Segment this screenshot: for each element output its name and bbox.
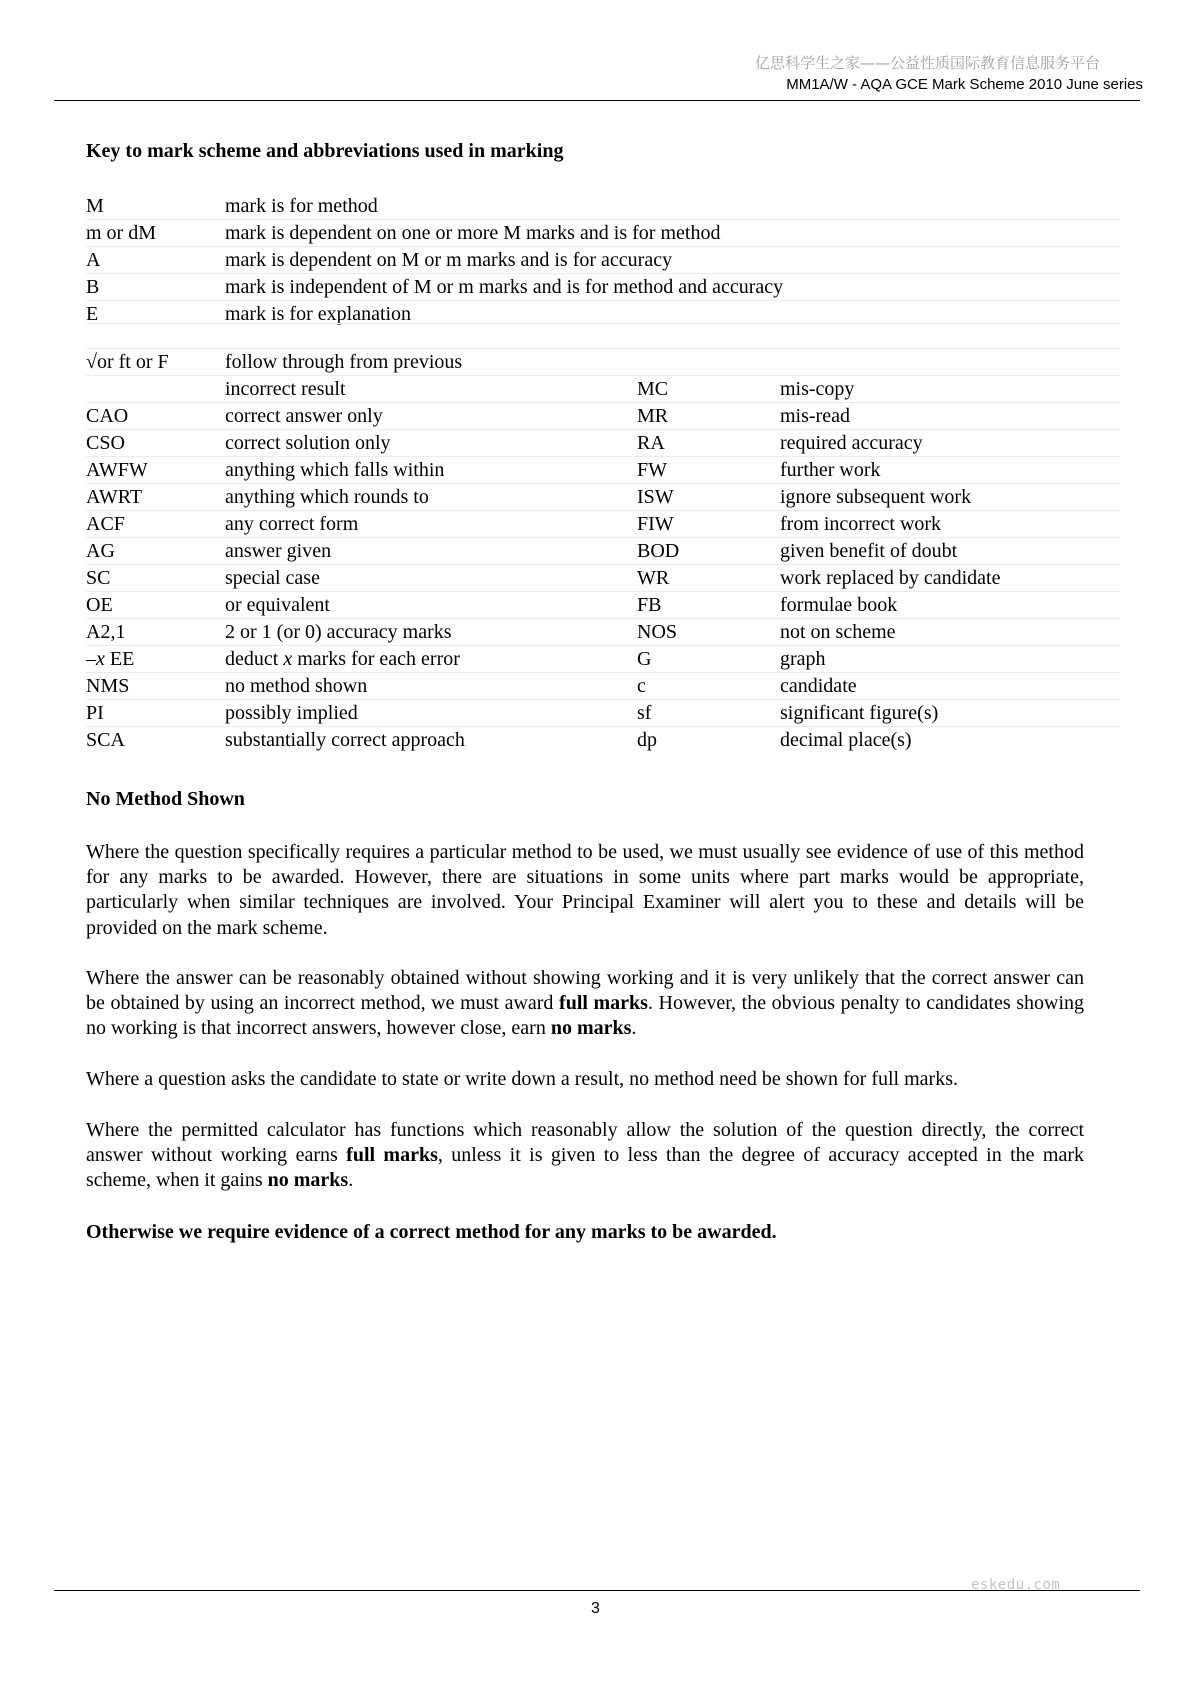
abbr-meaning: anything which falls within [225, 459, 445, 481]
abbr-code: SC [86, 567, 111, 589]
abbr-meaning: 2 or 1 (or 0) accuracy marks [225, 621, 452, 643]
abbr-meaning: anything which rounds to [225, 486, 429, 508]
abbr-meaning: any correct form [225, 513, 359, 535]
paragraph-text: , unless it is given to less than the degree of accuracy accepted in the mark scheme, when it gains [86, 1144, 1084, 1192]
abbr-meaning-2: not on scheme [780, 621, 896, 643]
table-row [86, 349, 1120, 376]
abbr-code: PI [86, 702, 104, 724]
table-row [86, 274, 1120, 301]
abbr-code-2: BOD [637, 540, 680, 562]
abbr-meaning-variable: x [283, 648, 293, 670]
abbr-code: AWFW [86, 459, 148, 481]
table-row [86, 538, 1120, 565]
table-row [86, 646, 1120, 673]
abbr-meaning-2: graph [780, 648, 826, 670]
table-row [86, 193, 1120, 220]
watermark: eskedu.com [971, 1577, 1061, 1593]
abbr-code: A2,1 [86, 621, 126, 643]
abbr-meaning-2: given benefit of doubt [780, 540, 958, 562]
abbr-meaning-2: from incorrect work [780, 513, 942, 535]
abbr-code-2: NOS [637, 621, 678, 643]
abbr-meaning: incorrect result [225, 378, 346, 400]
paragraph: Where a question asks the candidate to state or write down a result, no method need be shown for full marks. [86, 1068, 958, 1090]
table-row [86, 619, 1120, 646]
abbr-meaning: correct solution only [225, 432, 391, 454]
abbr-code-2: MC [637, 378, 669, 400]
header-rule [54, 100, 1140, 101]
abbr-meaning-2: ignore subsequent work [780, 486, 972, 508]
abbreviations-table [86, 349, 1120, 753]
emphasis-text: no marks [550, 1017, 632, 1040]
abbr-meaning: possibly implied [225, 702, 358, 724]
paragraph-text: Where the answer can be reasonably obtained without showing working and it is very unlikely that the correct answer can be obtained by using an incorrect method, we must award [86, 967, 1084, 1015]
abbr-code-2: FB [637, 594, 662, 616]
table-row [86, 700, 1120, 727]
abbr-meaning-2: further work [780, 459, 881, 481]
paragraph-text: Where the permitted calculator has functions which reasonably allow the solution of the question directly, the correct answer without working earns [86, 1119, 1084, 1167]
abbr-code-2: RA [637, 432, 665, 454]
footer-rule [54, 1590, 1140, 1591]
abbr-meaning-2: mis-copy [780, 378, 855, 400]
abbr-meaning-2: formulae book [780, 594, 898, 616]
abbr-code-prefix: – [86, 648, 96, 670]
abbr-meaning: correct answer only [225, 405, 383, 427]
paragraph: Where the question specifically requires a particular method to be used, we must usually see evidence of use of this method for any marks to be awarded. However, there are situations in some units where part marks would be appropriate, particularly when similar techniques are involved. Your Principal Examiner will alert you to these and details will be provided on the mark scheme. [86, 841, 1084, 939]
table-row [86, 484, 1120, 511]
mark-meaning: mark is dependent on M or m marks and is for accuracy [225, 249, 673, 271]
abbr-code-2: dp [637, 729, 657, 751]
table-row [86, 457, 1120, 484]
abbr-code: ACF [86, 513, 125, 535]
header-document-title: MM1A/W - AQA GCE Mark Scheme 2010 June series [786, 76, 1143, 93]
abbr-meaning-2: required accuracy [780, 432, 923, 454]
mark-meaning: mark is for explanation [225, 303, 412, 325]
mark-code: m or dM [86, 222, 156, 244]
abbr-code-2: WR [637, 567, 670, 589]
paragraph [86, 1118, 1084, 1194]
page-number: 3 [591, 1600, 600, 1617]
emphasis-text: full marks [346, 1144, 438, 1167]
mark-code: A [86, 249, 101, 271]
abbr-code: CAO [86, 405, 129, 427]
paragraph [86, 966, 1084, 1042]
emphasis-text: no marks [267, 1169, 349, 1192]
abbr-meaning: follow through from previous [225, 351, 463, 373]
table-row [86, 247, 1120, 274]
abbr-code-2: MR [637, 405, 669, 427]
table-row [86, 511, 1120, 538]
bold-paragraph: Otherwise we require evidence of a correct method for any marks to be awarded. [86, 1221, 777, 1243]
abbr-meaning-2: significant figure(s) [780, 702, 939, 724]
abbr-meaning-2: candidate [780, 675, 857, 697]
table-row [86, 403, 1120, 430]
abbr-code-2: FW [637, 459, 667, 481]
paragraph-text: . [631, 1017, 637, 1040]
header-site-name: 亿思科学生之家——公益性质国际教育信息服务平台 [754, 54, 1100, 72]
abbr-meaning: no method shown [225, 675, 368, 697]
mark-code: E [86, 303, 99, 325]
emphasis-text: full marks [559, 992, 648, 1015]
mark-meaning: mark is dependent on one or more M marks and is for method [225, 222, 721, 244]
mark-code: M [86, 195, 104, 217]
abbr-meaning: answer given [225, 540, 332, 562]
abbr-code-suffix: EE [104, 648, 135, 670]
paragraph-text: . However, the obvious penalty to candidates showing no working is that incorrect answers, however close, earn [86, 992, 1085, 1040]
mark-meaning: mark is for method [225, 195, 378, 217]
table-row [86, 220, 1120, 247]
abbr-meaning-prefix: deduct [225, 648, 284, 670]
abbr-meaning: special case [225, 567, 320, 589]
abbr-code-2: sf [637, 702, 652, 724]
abbr-meaning-2: decimal place(s) [780, 729, 912, 751]
abbr-meaning-suffix: marks for each error [292, 648, 460, 670]
abbr-code: √or ft or F [86, 351, 169, 373]
abbr-code: AWRT [86, 486, 143, 508]
abbr-code-2: c [637, 675, 646, 697]
table-row [86, 430, 1120, 457]
mark-code: B [86, 276, 100, 298]
no-method-heading: No Method Shown [86, 788, 245, 810]
abbr-meaning-2: mis-read [780, 405, 850, 427]
abbr-code: SCA [86, 729, 125, 751]
table-row [86, 673, 1120, 700]
abbr-code-2: FIW [637, 513, 674, 535]
paragraph-text: . [348, 1169, 354, 1192]
abbr-code: NMS [86, 675, 130, 697]
table-row [86, 727, 1120, 753]
abbr-meaning: substantially correct approach [225, 729, 465, 751]
abbr-code: CSO [86, 432, 125, 454]
abbr-code: OE [86, 594, 113, 616]
abbr-code-2: ISW [637, 486, 674, 508]
abbr-meaning: or equivalent [225, 594, 330, 616]
key-heading: Key to mark scheme and abbreviations used in marking [86, 140, 564, 162]
table-row [86, 592, 1120, 619]
mark-meaning: mark is independent of M or m marks and is for method and accuracy [225, 276, 784, 298]
abbr-code [86, 646, 134, 672]
abbr-meaning [225, 646, 460, 672]
abbr-code: AG [86, 540, 115, 562]
table-spacer-row [86, 323, 1120, 349]
abbr-meaning-2: work replaced by candidate [780, 567, 1001, 589]
abbr-code-variable: x [96, 648, 105, 670]
marks-key-table [86, 193, 1120, 327]
abbr-code-2: G [637, 648, 652, 670]
table-row [86, 565, 1120, 592]
table-row [86, 376, 1120, 403]
